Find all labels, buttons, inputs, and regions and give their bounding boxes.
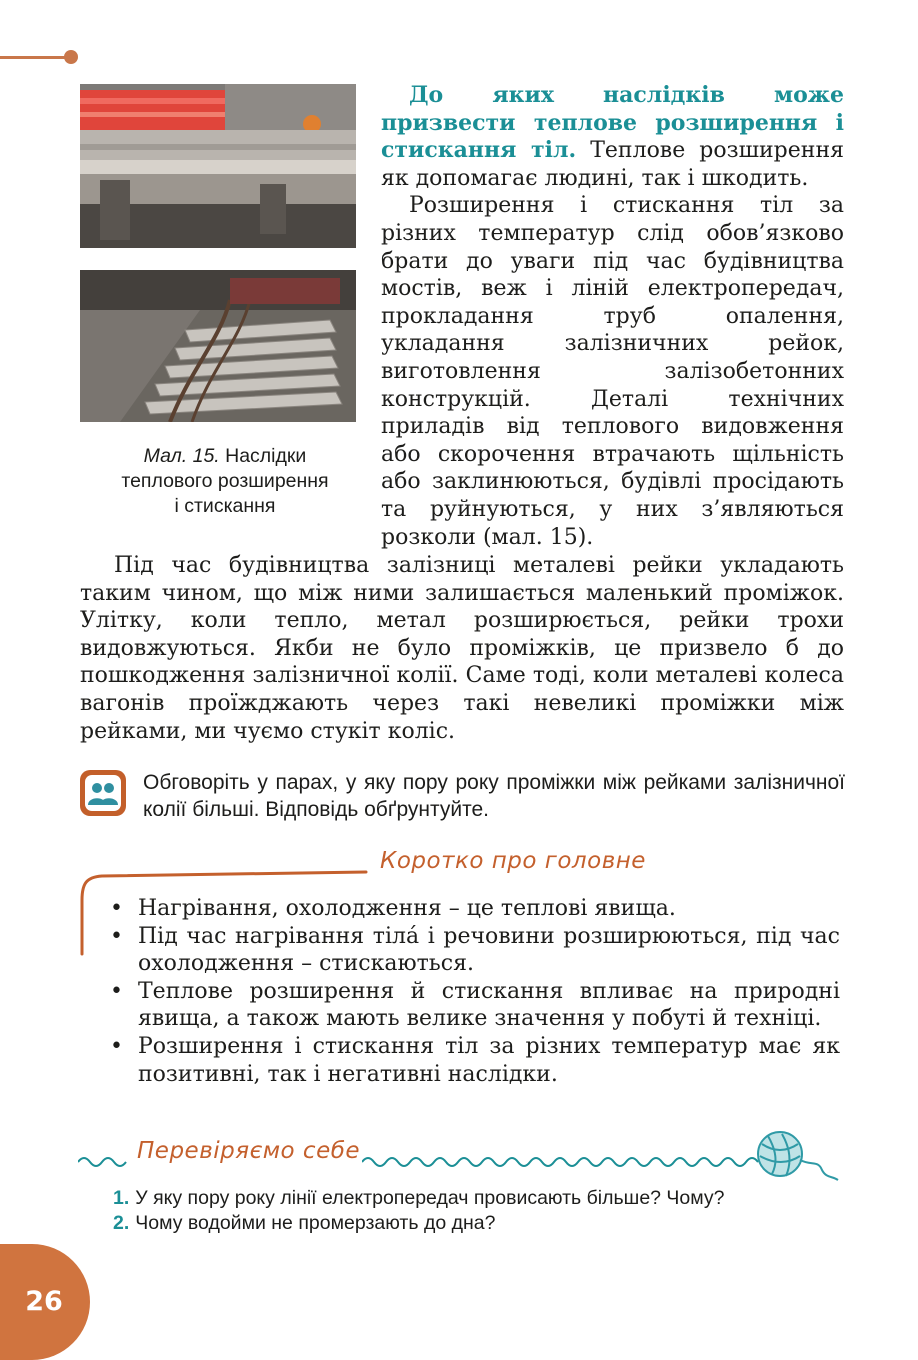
discussion-task: Обговоріть у парах, у яку пору року проміжки між рейками залізничної колії більші. Відповідь обґрунтуйте. bbox=[143, 771, 845, 821]
caption-line-3: і стискання bbox=[174, 495, 276, 517]
self-check-questions bbox=[113, 1186, 724, 1236]
page-number: 26 bbox=[25, 1286, 63, 1317]
question-number: 2. bbox=[113, 1212, 130, 1234]
section-heading: До яких наслідків може призвести теплове розширення і стискання тіл. bbox=[381, 82, 844, 164]
summary-item: • Теплове розширення й стискання впливає на природні явища, а також мають велике значення у побуті й техніці. bbox=[110, 978, 840, 1033]
top-decor-dot bbox=[64, 50, 78, 64]
intro-paragraph bbox=[381, 82, 844, 192]
wave-right-decor bbox=[362, 1150, 762, 1170]
summary-item: • Нагрівання, охолодження – це теплові явища. bbox=[110, 895, 840, 923]
figure-caption bbox=[80, 444, 370, 519]
question-number: 1. bbox=[113, 1187, 130, 1209]
summary-item: • Під час нагрівання тілá і речовини розширюються, під час охолодження – стискаються. bbox=[110, 923, 840, 978]
right-column-text bbox=[381, 82, 844, 551]
buckled-rails-photo bbox=[80, 270, 356, 422]
question-item bbox=[113, 1186, 724, 1211]
question-item bbox=[113, 1211, 724, 1236]
caption-line-1: Наслідки bbox=[225, 445, 307, 467]
summary-list bbox=[110, 895, 840, 1088]
question-text: У яку пору року лінії електропередач провисають більше? Чому? bbox=[135, 1187, 725, 1209]
wave-left-decor bbox=[78, 1150, 128, 1170]
top-decor-line bbox=[0, 56, 66, 59]
intro-text: Теплове розширення як допомагає людині, так і шкодить. bbox=[381, 138, 844, 191]
consequences-paragraph: Розширення і стискання тіл за різних температур слід обов’язково брати до уваги під час будівництва мостів, веж і ліній електропередач, прокладання труб опалення, укладання залізничних рейок, виготовлення залізобетонних конструкцій. Деталі технічних приладів від теплового видовження або скорочення втрачають щільність або заклинюються, будівлі просідають та руйнуються, у них з’являються розколи (мал. 15). bbox=[381, 193, 844, 550]
summary-item: • Розширення і стискання тіл за різних температур має як позитивні, так і негативні наслідки. bbox=[110, 1033, 840, 1088]
question-text: Чому водойми не промерзають до дна? bbox=[135, 1212, 496, 1234]
bridge-damage-photo bbox=[80, 84, 356, 248]
yarn-ball-icon bbox=[752, 1130, 842, 1184]
railway-paragraph: Під час будівництва залізниці металеві рейки укладають таким чином, що між ними залишається маленький проміжок. Улітку, коли тепло, метал розширюється, рейки трохи видовжуються. Якби не було проміжків, це призвело б до пошкодження залізничної колії. Саме тоді, коли металеві колеса вагонів проїжджають через такі невеликі проміжки між рейками, ми чуємо стукіт коліс. bbox=[80, 553, 844, 744]
summary-title: Коротко про головне bbox=[380, 848, 646, 874]
self-check-title: Перевіряємо себе bbox=[137, 1138, 361, 1164]
caption-line-2: теплового розширення bbox=[121, 470, 329, 492]
figure-label: Мал. 15. bbox=[143, 445, 220, 467]
pair-discussion-icon bbox=[80, 770, 126, 816]
